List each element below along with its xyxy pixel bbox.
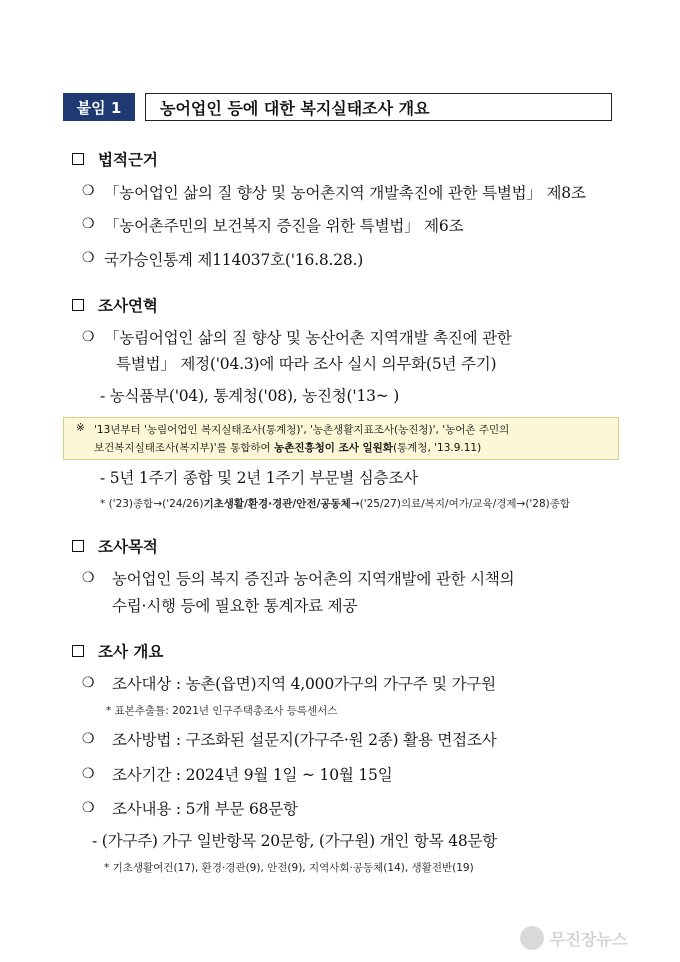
watermark-emblem-icon [520, 926, 544, 950]
section-history-heading [72, 294, 158, 316]
note-line-1: '13년부터 '농림어업인 복지실태조사(통계청)', '농촌생활지표조사(농진청)', '농어촌 주민의 [94, 424, 510, 436]
circle-bullet-icon: ❍ [82, 329, 95, 345]
legal-item-3: 국가승인통계 제114037호('16.8.28.) [104, 251, 364, 269]
history-item-line2: 특별법」 제정('04.3)에 따라 조사 실시 의무화(5년 주기) [116, 355, 497, 373]
history-cycle-note [100, 496, 570, 511]
overview-content-dash: - (가구주) 가구 일반항목 20문항, (가구원) 개인 항목 48문항 [92, 832, 498, 850]
overview-content: 조사내용 : 5개 부문 68문항 [112, 800, 298, 818]
circle-bullet-icon: ❍ [82, 731, 95, 747]
note-line-2-part-c: (통계청, '13.9.11) [392, 442, 482, 454]
section-overview-heading [72, 640, 163, 662]
cycle-note-part-c: →('25/27)의료/복지/여가/교육/경제→('28)종합 [350, 498, 571, 510]
history-dash-1: - 농식품부('04), 통계청('08), 농진청('13~ ) [100, 387, 400, 405]
section-purpose-heading [72, 535, 158, 557]
document-title: 농어업인 등에 대한 복지실태조사 개요 [145, 93, 612, 121]
overview-period: 조사기간 : 2024년 9월 1일 ~ 10월 15일 [112, 766, 393, 784]
section-history-title: 조사연혁 [98, 297, 158, 315]
note-line-2-part-a: 보건복지실태조사(복지부)'를 통합하여 [94, 442, 275, 454]
overview-content-note: * 기초생활여건(17), 환경·경관(9), 안전(9), 지역사회·공동체(14), 생활전반(19) [104, 862, 474, 874]
section-purpose-title: 조사목적 [98, 538, 158, 556]
circle-bullet-icon: ❍ [82, 570, 95, 586]
purpose-line-2: 수립·시행 등에 필요한 통계자료 제공 [112, 597, 358, 615]
circle-bullet-icon: ❍ [82, 216, 95, 232]
overview-target-note: * 표본추출틀: 2021년 인구주택총조사 등록센서스 [106, 705, 338, 717]
legal-item-1: 「농어업인 삶의 질 향상 및 농어촌지역 개발촉진에 관한 특별법」 제8조 [104, 184, 586, 202]
checkbox-square-icon [72, 540, 84, 552]
history-dash-2: - 5년 1주기 종합 및 2년 1주기 부문별 심층조사 [100, 469, 418, 487]
watermark-logo [520, 924, 670, 952]
circle-bullet-icon: ❍ [82, 766, 95, 782]
overview-target: 조사대상 : 농촌(읍면)지역 4,000가구의 가구주 및 가구원 [112, 675, 496, 693]
section-legal-title: 법적근거 [98, 151, 158, 169]
cycle-note-part-a: * ('23)종합→('24/26) [100, 498, 204, 510]
attachment-badge: 붙임 1 [63, 93, 135, 121]
note-line-2 [94, 440, 481, 455]
history-item-line1: 「농림어업인 삶의 질 향상 및 농산어촌 지역개발 촉진에 관한 [104, 329, 512, 347]
note-mark: ※ [76, 422, 85, 434]
section-legal-heading [72, 148, 158, 170]
checkbox-square-icon [72, 153, 84, 165]
circle-bullet-icon: ❍ [82, 675, 95, 691]
purpose-line-1: 농어업인 등의 복지 증진과 농어촌의 지역개발에 관한 시책의 [112, 570, 515, 588]
circle-bullet-icon: ❍ [82, 250, 95, 266]
cycle-note-emphasis: 기초생활/환경·경관/안전/공동체 [203, 498, 351, 510]
circle-bullet-icon: ❍ [82, 800, 95, 816]
legal-item-2: 「농어촌주민의 보건복지 증진을 위한 특별법」 제6조 [104, 217, 464, 235]
watermark-text: 무진장뉴스 [550, 929, 628, 949]
circle-bullet-icon: ❍ [82, 183, 95, 199]
history-note-box [63, 417, 619, 460]
checkbox-square-icon [72, 299, 84, 311]
section-overview-title: 조사 개요 [98, 643, 164, 661]
note-line-2-emphasis: 농촌진흥청이 조사 일원화 [274, 442, 393, 454]
overview-method: 조사방법 : 구조화된 설문지(가구주·원 2종) 활용 면접조사 [112, 731, 497, 749]
checkbox-square-icon [72, 645, 84, 657]
